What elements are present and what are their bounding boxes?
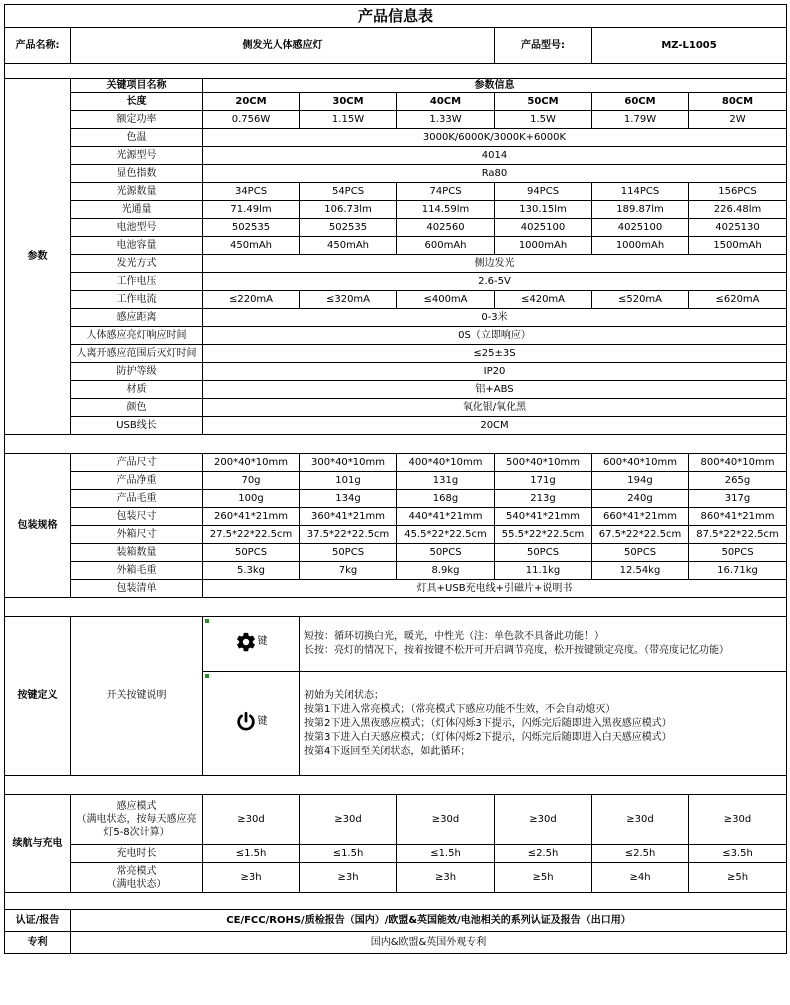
row-value: 213g bbox=[495, 490, 592, 508]
row-value: 4014 bbox=[203, 147, 787, 165]
row-value: 5.3kg bbox=[203, 562, 300, 580]
row-value: 1500mAh bbox=[689, 237, 787, 255]
row-value: 500*40*10mm bbox=[495, 454, 592, 472]
row-value: 168g bbox=[397, 490, 495, 508]
row-value: 502535 bbox=[300, 219, 397, 237]
spacer-row bbox=[5, 598, 787, 617]
row-label: 工作电压 bbox=[71, 273, 203, 291]
row-value: 34PCS bbox=[203, 183, 300, 201]
row-label: 外箱毛重 bbox=[71, 562, 203, 580]
row-value: 226.48lm bbox=[689, 201, 787, 219]
row-label: 光通量 bbox=[71, 201, 203, 219]
row-value: 铝+ABS bbox=[203, 381, 787, 399]
row-value: 440*41*21mm bbox=[397, 508, 495, 526]
power-icon bbox=[235, 711, 257, 733]
power-key-label: 键 bbox=[257, 715, 268, 727]
spacer-row bbox=[5, 776, 787, 795]
row-value: 37.5*22*22.5cm bbox=[300, 526, 397, 544]
key-instruction-line: 长按：亮灯的情况下，按着按键不松开可开启调节亮度，松开按键锁定亮度。（带亮度记忆功能） bbox=[304, 645, 729, 656]
product-info-sheet bbox=[4, 4, 786, 954]
row-value: 16.71kg bbox=[689, 562, 787, 580]
row-value: 106.73lm bbox=[300, 201, 397, 219]
row-value: ≤1.5h bbox=[397, 845, 495, 863]
row-value: ≤2.5h bbox=[495, 845, 592, 863]
row-value: 20CM bbox=[203, 417, 787, 435]
row-label: 人体感应亮灯响应时间 bbox=[71, 327, 203, 345]
row-label: 包装清单 bbox=[71, 580, 203, 598]
length-cell: 20CM bbox=[203, 93, 300, 111]
row-value: 200*40*10mm bbox=[203, 454, 300, 472]
length-cell: 40CM bbox=[397, 93, 495, 111]
row-value: 450mAh bbox=[300, 237, 397, 255]
row-value: 74PCS bbox=[397, 183, 495, 201]
row-value: 265g bbox=[689, 472, 787, 490]
key-description-label: 开关按键说明 bbox=[71, 617, 203, 776]
row-value: 2.6-5V bbox=[203, 273, 787, 291]
row-value: 1.15W bbox=[300, 111, 397, 129]
product-info-table bbox=[4, 4, 787, 954]
row-label: 包装尺寸 bbox=[71, 508, 203, 526]
row-value: 360*41*21mm bbox=[300, 508, 397, 526]
row-value: ≥30d bbox=[397, 795, 495, 845]
row-value: 87.5*22*22.5cm bbox=[689, 526, 787, 544]
row-label: 产品尺寸 bbox=[71, 454, 203, 472]
row-label: 产品净重 bbox=[71, 472, 203, 490]
row-value: 194g bbox=[592, 472, 689, 490]
row-value: ≥5h bbox=[495, 863, 592, 893]
row-value: ≥30d bbox=[495, 795, 592, 845]
row-value: 11.1kg bbox=[495, 562, 592, 580]
cell-marker bbox=[205, 674, 209, 678]
row-value: 12.54kg bbox=[592, 562, 689, 580]
row-value: 450mAh bbox=[203, 237, 300, 255]
row-label: 颜色 bbox=[71, 399, 203, 417]
row-value: 50PCS bbox=[300, 544, 397, 562]
row-value: 71.49lm bbox=[203, 201, 300, 219]
cell-marker bbox=[205, 619, 209, 623]
certification-label: 认证/报告 bbox=[5, 910, 71, 932]
row-value: 156PCS bbox=[689, 183, 787, 201]
row-value: ≤1.5h bbox=[203, 845, 300, 863]
row-value: 300*40*10mm bbox=[300, 454, 397, 472]
row-value: 54PCS bbox=[300, 183, 397, 201]
row-label: 常亮模式 （满电状态） bbox=[71, 863, 203, 893]
row-value: 1.5W bbox=[495, 111, 592, 129]
row-value: ≤3.5h bbox=[689, 845, 787, 863]
row-label: 感应距离 bbox=[71, 309, 203, 327]
row-label: 感应模式 （满电状态，按每天感应亮灯5-8次计算） bbox=[71, 795, 203, 845]
row-value: ≥30d bbox=[300, 795, 397, 845]
row-value: ≥3h bbox=[203, 863, 300, 893]
row-value: ≥5h bbox=[689, 863, 787, 893]
row-value: 240g bbox=[592, 490, 689, 508]
row-value: 100g bbox=[203, 490, 300, 508]
row-value: 860*41*21mm bbox=[689, 508, 787, 526]
row-value: 600mAh bbox=[397, 237, 495, 255]
row-value: 0-3米 bbox=[203, 309, 787, 327]
row-value: ≤320mA bbox=[300, 291, 397, 309]
row-label: 装箱数量 bbox=[71, 544, 203, 562]
row-value: 502535 bbox=[203, 219, 300, 237]
gear-key-description bbox=[300, 617, 787, 672]
sheet-title: 产品信息表 bbox=[5, 5, 787, 28]
row-value: ≥3h bbox=[300, 863, 397, 893]
row-label: 产品毛重 bbox=[71, 490, 203, 508]
row-value: 540*41*21mm bbox=[495, 508, 592, 526]
row-value: ≤25±3S bbox=[203, 345, 787, 363]
gear-icon bbox=[235, 631, 257, 653]
row-label: 充电时长 bbox=[71, 845, 203, 863]
row-label: 电池型号 bbox=[71, 219, 203, 237]
row-value: 101g bbox=[300, 472, 397, 490]
power-key-cell bbox=[203, 672, 300, 776]
row-value: ≥30d bbox=[592, 795, 689, 845]
row-label: 电池容量 bbox=[71, 237, 203, 255]
row-value: ≥4h bbox=[592, 863, 689, 893]
length-cell: 60CM bbox=[592, 93, 689, 111]
key-instruction-line: 短按：循环切换白光，暖光，中性光（注：单色款不具备此功能！） bbox=[304, 631, 604, 642]
product-model-value: MZ-L1005 bbox=[592, 28, 787, 64]
row-label: 显色指数 bbox=[71, 165, 203, 183]
key-instruction-line: 初始为关闭状态； bbox=[304, 689, 384, 701]
length-cell: 80CM bbox=[689, 93, 787, 111]
row-value: ≥3h bbox=[397, 863, 495, 893]
length-cell: 30CM bbox=[300, 93, 397, 111]
key-instruction-line: 按第2下进入黑夜感应模式；（灯体闪烁3下提示，闪烁完后随即进入黑夜感应模式） bbox=[304, 717, 672, 729]
row-value: 131g bbox=[397, 472, 495, 490]
row-value: ≤520mA bbox=[592, 291, 689, 309]
key-item-header: 关键项目名称 bbox=[71, 79, 203, 93]
row-label: USB线长 bbox=[71, 417, 203, 435]
packaging-section-label: 包装规格 bbox=[5, 454, 71, 598]
row-value: 70g bbox=[203, 472, 300, 490]
row-value: 50PCS bbox=[397, 544, 495, 562]
row-value: 侧边发光 bbox=[203, 255, 787, 273]
product-name-label: 产品名称: bbox=[5, 28, 71, 64]
row-value: 7kg bbox=[300, 562, 397, 580]
key-instruction-line: 按第1下进入常亮模式；（常亮模式下感应功能不生效，不会自动熄灭） bbox=[304, 703, 616, 715]
length-cell: 50CM bbox=[495, 93, 592, 111]
spacer-row bbox=[5, 435, 787, 454]
row-value: 402560 bbox=[397, 219, 495, 237]
row-value: 55.5*22*22.5cm bbox=[495, 526, 592, 544]
product-name-value: 侧发光人体感应灯 bbox=[71, 28, 495, 64]
row-value: 94PCS bbox=[495, 183, 592, 201]
gear-key-cell bbox=[203, 617, 300, 672]
row-value: 0S（立即响应） bbox=[203, 327, 787, 345]
key-instruction-line: 按第3下进入白天感应模式；（灯体闪烁2下提示，闪烁完后随即进入白天感应模式） bbox=[304, 731, 672, 743]
row-value: 0.756W bbox=[203, 111, 300, 129]
row-value: 134g bbox=[300, 490, 397, 508]
row-value: ≤400mA bbox=[397, 291, 495, 309]
row-value: 灯具+USB充电线+引磁片+说明书 bbox=[203, 580, 787, 598]
row-value: 4025130 bbox=[689, 219, 787, 237]
battery-section-label: 续航与充电 bbox=[5, 795, 71, 893]
row-value: 50PCS bbox=[203, 544, 300, 562]
row-value: 189.87lm bbox=[592, 201, 689, 219]
row-value: 2W bbox=[689, 111, 787, 129]
gear-key-label: 键 bbox=[257, 636, 268, 647]
row-value: ≤2.5h bbox=[592, 845, 689, 863]
row-label: 工作电流 bbox=[71, 291, 203, 309]
params-section-label: 参数 bbox=[5, 79, 71, 435]
row-value: ≤1.5h bbox=[300, 845, 397, 863]
row-value: 4025100 bbox=[592, 219, 689, 237]
row-value: ≥30d bbox=[689, 795, 787, 845]
key-instruction-line: 按第4下返回至关闭状态，如此循环； bbox=[304, 745, 471, 757]
power-key-description bbox=[300, 672, 787, 776]
row-value: 50PCS bbox=[592, 544, 689, 562]
row-value: 4025100 bbox=[495, 219, 592, 237]
row-value: 67.5*22*22.5cm bbox=[592, 526, 689, 544]
row-label: 色温 bbox=[71, 129, 203, 147]
spacer-row bbox=[5, 64, 787, 79]
row-label: 额定功率 bbox=[71, 111, 203, 129]
param-info-header: 参数信息 bbox=[203, 79, 787, 93]
patent-label: 专利 bbox=[5, 932, 71, 954]
row-label: 光源数量 bbox=[71, 183, 203, 201]
row-value: 400*40*10mm bbox=[397, 454, 495, 472]
row-value: 660*41*21mm bbox=[592, 508, 689, 526]
row-value: Ra80 bbox=[203, 165, 787, 183]
row-label: 人离开感应范围后灭灯时间 bbox=[71, 345, 203, 363]
row-value: 50PCS bbox=[689, 544, 787, 562]
row-label: 材质 bbox=[71, 381, 203, 399]
row-value: 27.5*22*22.5cm bbox=[203, 526, 300, 544]
row-value: 3000K/6000K/3000K+6000K bbox=[203, 129, 787, 147]
product-model-label: 产品型号: bbox=[495, 28, 592, 64]
row-value: 114.59lm bbox=[397, 201, 495, 219]
row-value: 1000mAh bbox=[495, 237, 592, 255]
row-value: 氧化银/氧化黑 bbox=[203, 399, 787, 417]
row-value: 600*40*10mm bbox=[592, 454, 689, 472]
keys-section-label: 按键定义 bbox=[5, 617, 71, 776]
row-value: 1.79W bbox=[592, 111, 689, 129]
row-value: 114PCS bbox=[592, 183, 689, 201]
row-value: 800*40*10mm bbox=[689, 454, 787, 472]
row-value: 1.33W bbox=[397, 111, 495, 129]
row-value: ≤220mA bbox=[203, 291, 300, 309]
row-value: 130.15lm bbox=[495, 201, 592, 219]
row-value: 8.9kg bbox=[397, 562, 495, 580]
row-label: 发光方式 bbox=[71, 255, 203, 273]
row-label: 光源型号 bbox=[71, 147, 203, 165]
certification-value: CE/FCC/ROHS/质检报告（国内）/欧盟&英国能效/电池相关的系列认证及报告（出口用） bbox=[71, 910, 787, 932]
row-value: ≤420mA bbox=[495, 291, 592, 309]
row-value: 1000mAh bbox=[592, 237, 689, 255]
length-label: 长度 bbox=[71, 93, 203, 111]
row-value: 171g bbox=[495, 472, 592, 490]
spacer-row bbox=[5, 893, 787, 910]
row-value: 260*41*21mm bbox=[203, 508, 300, 526]
row-value: IP20 bbox=[203, 363, 787, 381]
row-value: 45.5*22*22.5cm bbox=[397, 526, 495, 544]
row-label: 外箱尺寸 bbox=[71, 526, 203, 544]
row-value: ≥30d bbox=[203, 795, 300, 845]
row-value: ≤620mA bbox=[689, 291, 787, 309]
row-value: 317g bbox=[689, 490, 787, 508]
patent-value: 国内&欧盟&英国外观专利 bbox=[71, 932, 787, 954]
row-value: 50PCS bbox=[495, 544, 592, 562]
row-label: 防护等级 bbox=[71, 363, 203, 381]
